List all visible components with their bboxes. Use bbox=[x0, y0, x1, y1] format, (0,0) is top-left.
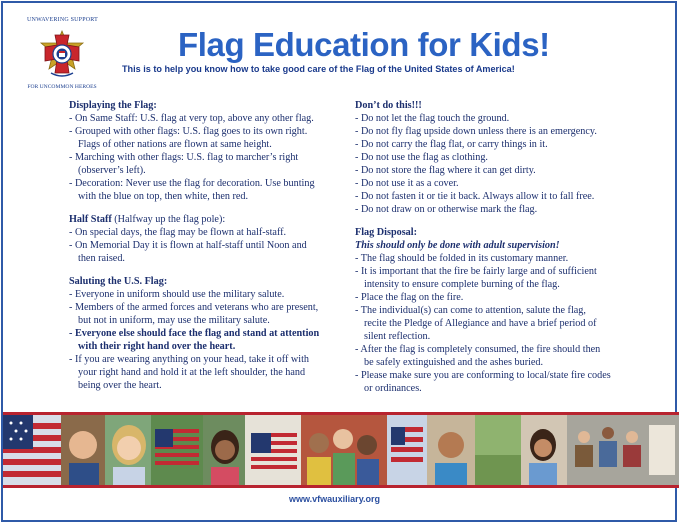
list-item-continued: with the blue on top, then white, then red. bbox=[78, 191, 249, 202]
photo-strip bbox=[3, 412, 679, 488]
photo-flag-held bbox=[245, 415, 301, 485]
list-item: - After the flag is completely consumed, the fire should then bbox=[355, 344, 601, 355]
list-item: - Everyone in uniform should use the military salute. bbox=[69, 289, 285, 300]
list-item-continued: or ordinances. bbox=[364, 383, 422, 394]
section-half-staff bbox=[69, 213, 347, 265]
photo-boy-smiling bbox=[427, 415, 475, 485]
list-item: - Do not carry the flag flat, or carry things in it. bbox=[355, 139, 548, 150]
section-displaying bbox=[69, 99, 347, 203]
strip-bottom-border bbox=[3, 485, 679, 488]
saluting-heading: Saluting the U.S. Flag: bbox=[69, 276, 168, 287]
right-column bbox=[355, 99, 645, 395]
half-staff-heading-note: (Halfway up the flag pole): bbox=[114, 214, 226, 225]
list-item: - Grouped with other flags: U.S. flag goes to its own right. bbox=[69, 126, 308, 137]
list-item: - Do not use it as a cover. bbox=[355, 178, 459, 189]
list-item-continued: your right hand and hold it at the left shoulder, the hand bbox=[78, 367, 306, 378]
list-item-continued: Flags of other nations are flown at same height. bbox=[78, 139, 272, 150]
list-item: - Do not use the flag as clothing. bbox=[355, 152, 488, 163]
list-item: - It is important that the fire be fairly large and of sufficient bbox=[355, 266, 597, 277]
dont-heading: Don’t do this!!! bbox=[355, 100, 422, 111]
list-item: - On special days, the flag may be flown at half-staff. bbox=[69, 227, 287, 238]
vfw-cross-emblem-icon bbox=[39, 29, 85, 81]
list-item: - Marching with other flags: U.S. flag to marcher’s right bbox=[69, 152, 299, 163]
section-disposal bbox=[355, 226, 645, 395]
photo-flag-small bbox=[387, 415, 427, 485]
list-item-continued: intensity to ensure complete burning of the flag. bbox=[364, 279, 560, 290]
list-item-continued: silent reflection. bbox=[364, 331, 431, 342]
list-item-continued: but not in uniform, may use the military salute. bbox=[78, 315, 270, 326]
logo-top-text: UNWAVERING SUPPORT bbox=[27, 17, 98, 23]
photo-boy bbox=[61, 415, 105, 485]
photo-flag-field bbox=[151, 415, 203, 485]
list-item-emphasis: - Everyone else should face the flag and stand at attention bbox=[69, 328, 320, 339]
list-item: - On Memorial Day it is flown at half-staff until Noon and bbox=[69, 240, 307, 251]
list-item: - Members of the armed forces and veterans who are present, bbox=[69, 302, 319, 313]
logo-bottom-text: FOR UNCOMMON HEROES bbox=[27, 84, 97, 90]
list-item-continued: be safely extinguished and the ashes buried. bbox=[364, 357, 544, 368]
disposal-heading: Flag Disposal: bbox=[355, 227, 417, 238]
list-item: - The individual(s) can come to attention, salute the flag, bbox=[355, 305, 586, 316]
list-item: - Do not store the flag where it can get dirty. bbox=[355, 165, 536, 176]
half-staff-heading-title: Half Staff bbox=[69, 214, 112, 225]
website-link[interactable]: www.vfwauxiliary.org bbox=[289, 494, 381, 504]
kids-photo-collage bbox=[3, 415, 679, 485]
flyer-frame bbox=[1, 1, 677, 522]
list-item-continued: recite the Pledge of Allegiance and have a brief period of bbox=[364, 318, 597, 329]
list-item-continued: (observer’s left). bbox=[78, 165, 146, 176]
photo-classroom bbox=[567, 415, 679, 485]
list-item: - Do not draw on or otherwise mark the flag. bbox=[355, 204, 538, 215]
photo-field bbox=[475, 415, 521, 485]
list-item: - On Same Staff: U.S. flag at very top, above any other flag. bbox=[69, 113, 314, 124]
list-item: - Decoration: Never use the flag for decoration. Use bunting bbox=[69, 178, 315, 189]
section-dont bbox=[355, 99, 645, 216]
photo-girl-blonde bbox=[105, 415, 151, 485]
list-item: - Do not fly flag upside down unless there is an emergency. bbox=[355, 126, 597, 137]
list-item: - Do not fasten it or tie it back. Always allow it to fall free. bbox=[355, 191, 595, 202]
list-item-continued: with their right hand over the heart. bbox=[78, 341, 236, 352]
vfw-auxiliary-logo bbox=[27, 9, 97, 99]
section-saluting bbox=[69, 275, 347, 392]
list-item: - Please make sure you are conforming to local/state fire codes bbox=[355, 370, 611, 381]
photo-girl-dark-hair bbox=[203, 415, 245, 485]
half-staff-heading bbox=[69, 213, 347, 226]
list-item-continued: being over the heart. bbox=[78, 380, 162, 391]
page-subtitle: This is to help you know how to take good care of the Flag of the United States of America! bbox=[122, 64, 515, 74]
list-item: - The flag should be folded in its customary manner. bbox=[355, 253, 569, 264]
photo-kids-group bbox=[301, 415, 387, 485]
list-item-continued: then raised. bbox=[78, 253, 125, 264]
displaying-heading: Displaying the Flag: bbox=[69, 100, 157, 111]
list-item: - Do not let the flag touch the ground. bbox=[355, 113, 510, 124]
photo-girl-with-flag bbox=[521, 415, 567, 485]
list-item: - If you are wearing anything on your head, take it off with bbox=[69, 354, 309, 365]
page-title: Flag Education for Kids! bbox=[178, 26, 550, 63]
list-item: - Place the flag on the fire. bbox=[355, 292, 464, 303]
left-column bbox=[69, 99, 347, 392]
disposal-subheading: This should only be done with adult supervision! bbox=[355, 240, 560, 251]
photo-flag-waving bbox=[3, 415, 61, 485]
